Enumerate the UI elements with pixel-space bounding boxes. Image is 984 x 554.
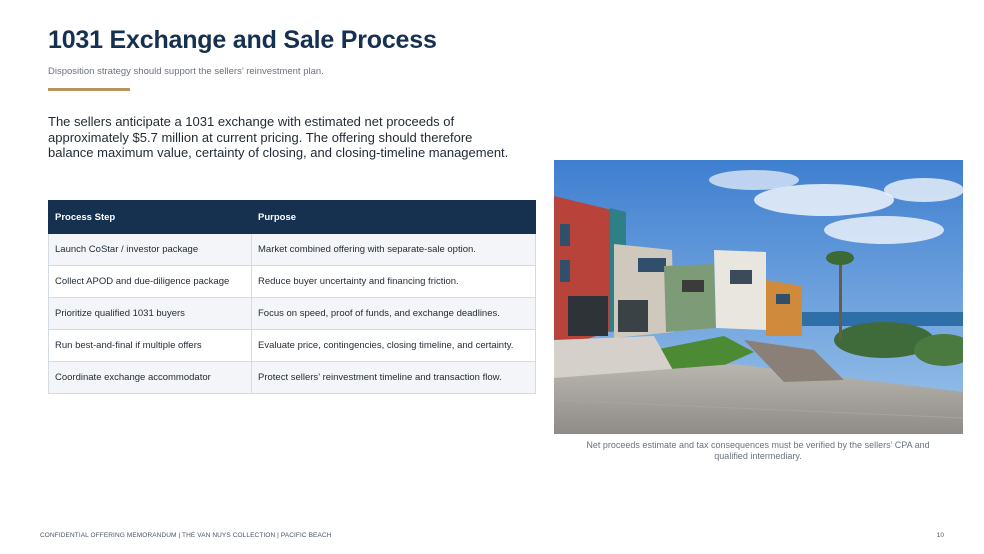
- property-photo: [554, 160, 963, 434]
- table-cell-step: Prioritize qualified 1031 buyers: [49, 298, 252, 330]
- page-number: 10: [936, 532, 944, 539]
- property-illustration: [554, 160, 963, 434]
- process-table: [48, 200, 536, 394]
- photo-caption: Net proceeds estimate and tax consequences must be verified by the sellers’ CPA and qualified intermediary.: [586, 440, 930, 461]
- table-row: [49, 362, 536, 394]
- column-header-purpose: Purpose: [252, 201, 536, 234]
- table-cell-purpose: Reduce buyer uncertainty and financing friction.: [252, 266, 536, 298]
- table-cell-step: Run best-and-final if multiple offers: [49, 330, 252, 362]
- table-cell-purpose: Protect sellers’ reinvestment timeline and transaction flow.: [252, 362, 536, 394]
- table-cell-step: Launch CoStar / investor package: [49, 234, 252, 266]
- column-header-process-step: Process Step: [49, 201, 252, 234]
- intro-paragraph: The sellers anticipate a 1031 exchange with estimated net proceeds of approximately $5.7 million at current pricing. The offering should therefore balance maximum value, certainty of closing, and closing-timeline management.: [48, 114, 509, 160]
- footer-confidentiality: CONFIDENTIAL OFFERING MEMORANDUM | THE VAN NUYS COLLECTION | PACIFIC BEACH: [40, 532, 332, 539]
- table-cell-step: Coordinate exchange accommodator: [49, 362, 252, 394]
- table-row: [49, 234, 536, 266]
- table-cell-purpose: Evaluate price, contingencies, closing timeline, and certainty.: [252, 330, 536, 362]
- table-cell-purpose: Market combined offering with separate-sale option.: [252, 234, 536, 266]
- page-title: 1031 Exchange and Sale Process: [48, 26, 437, 54]
- table-cell-step: Collect APOD and due-diligence package: [49, 266, 252, 298]
- table-row: [49, 298, 536, 330]
- page-subtitle: Disposition strategy should support the sellers’ reinvestment plan.: [48, 66, 324, 77]
- table-row: [49, 266, 536, 298]
- table-row: [49, 330, 536, 362]
- accent-rule: [48, 88, 130, 91]
- table-header-row: [49, 201, 536, 234]
- table-cell-purpose: Focus on speed, proof of funds, and exchange deadlines.: [252, 298, 536, 330]
